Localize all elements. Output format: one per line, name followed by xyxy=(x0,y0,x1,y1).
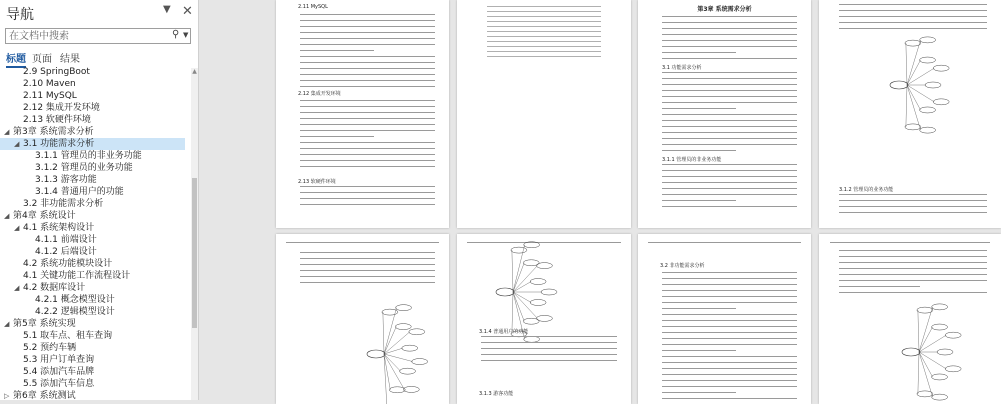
function-diagram xyxy=(457,234,631,404)
section-heading: 3.1.3 游客功能 xyxy=(479,391,514,397)
diagram-edge xyxy=(907,60,921,85)
text-line xyxy=(300,44,435,45)
diagram-node xyxy=(937,349,953,355)
page-thumbnail[interactable] xyxy=(457,0,631,228)
nav-heading-item[interactable] xyxy=(0,162,185,174)
diagram-edge xyxy=(919,327,933,352)
diagram-root-node xyxy=(367,350,385,358)
diagram-root-node xyxy=(496,288,514,296)
diagram-root-node xyxy=(902,348,920,356)
text-line xyxy=(662,46,797,47)
text-line xyxy=(300,264,435,265)
diagram-edge xyxy=(906,43,907,85)
diagram-node xyxy=(932,324,948,330)
text-line xyxy=(300,270,435,271)
text-line xyxy=(300,154,435,155)
diagram-node xyxy=(945,366,961,372)
text-line xyxy=(662,72,797,73)
diagram-node xyxy=(395,324,411,330)
nav-heading-label: 3.1.4 普通用户的功能 xyxy=(35,187,124,197)
text-line xyxy=(662,40,797,41)
chevron-down-icon[interactable]: ▼ xyxy=(163,4,171,15)
nav-tabs xyxy=(0,50,199,67)
text-line xyxy=(662,170,797,171)
nav-heading-item[interactable] xyxy=(0,114,185,126)
nav-heading-label: 第3章 系统需求分析 xyxy=(13,127,94,137)
diagram-edge xyxy=(513,245,525,292)
text-line xyxy=(662,338,797,339)
diagram-edge xyxy=(383,312,384,354)
text-line xyxy=(662,138,797,139)
text-line xyxy=(300,204,435,205)
page-thumbnail[interactable] xyxy=(638,0,811,228)
diagram-edge xyxy=(919,335,946,352)
diagram-node xyxy=(932,374,948,380)
nav-heading-item[interactable] xyxy=(0,234,185,246)
text-line xyxy=(662,182,797,183)
diagram-node xyxy=(409,329,425,335)
section-heading: 3.1.1 管理员的非业务功能 xyxy=(662,157,722,163)
section-heading: 2.13 软硬件环境 xyxy=(298,179,336,185)
text-line xyxy=(662,126,797,127)
nav-heading-item[interactable] xyxy=(0,354,185,366)
diagram-edge xyxy=(513,263,524,292)
diagram-edge xyxy=(918,310,919,352)
nav-heading-label: 2.10 Maven xyxy=(23,79,76,89)
text-line xyxy=(662,386,797,387)
section-heading: 2.12 集成开发环境 xyxy=(298,91,341,97)
expand-arrow-icon[interactable]: ▷ xyxy=(4,392,10,400)
text-line xyxy=(481,360,617,361)
nav-heading-label: 2.11 MySQL xyxy=(23,91,77,101)
diagram-node xyxy=(932,304,948,310)
diagram-node xyxy=(932,394,948,400)
diagram-edge xyxy=(919,352,933,397)
nav-title: 导航 xyxy=(6,7,34,23)
text-line xyxy=(662,206,797,207)
text-line xyxy=(300,74,435,75)
text-line xyxy=(662,332,797,333)
text-line xyxy=(839,212,987,213)
text-line xyxy=(662,176,797,177)
nav-heading-label: 4.1 关键功能工作流程设计 xyxy=(23,271,131,281)
text-line xyxy=(300,124,435,125)
nav-heading-item[interactable] xyxy=(0,186,185,198)
text-line xyxy=(662,278,797,279)
text-line xyxy=(662,362,797,363)
text-line xyxy=(300,50,374,51)
diagram-node xyxy=(933,99,949,105)
text-line xyxy=(300,186,435,187)
text-line xyxy=(662,188,797,189)
diagram-node xyxy=(920,37,936,43)
text-line xyxy=(300,56,435,57)
text-line xyxy=(662,350,736,351)
text-line xyxy=(662,308,736,309)
diagram-edge xyxy=(906,85,907,127)
table-row-line xyxy=(487,6,601,7)
table-row-line xyxy=(487,31,601,32)
diagram-edge xyxy=(919,352,946,369)
nav-heading-label: 4.1 系统架构设计 xyxy=(23,223,95,233)
nav-heading-item[interactable] xyxy=(0,270,185,282)
table-row-line xyxy=(487,26,601,27)
text-line xyxy=(662,28,797,29)
text-line xyxy=(662,102,797,103)
text-line xyxy=(662,320,797,321)
nav-heading-label: 2.9 SpringBoot xyxy=(23,67,90,77)
diagram-edge xyxy=(919,352,933,377)
diagram-node xyxy=(400,368,416,374)
text-line xyxy=(662,302,797,303)
nav-heading-label: 3.1.2 管理员的业务功能 xyxy=(35,163,133,173)
text-line xyxy=(481,348,617,349)
nav-heading-item[interactable] xyxy=(0,138,185,150)
table-row-line xyxy=(487,11,601,12)
nav-heading-label: 5.1 取车点、租车查询 xyxy=(23,331,113,341)
nav-heading-item[interactable] xyxy=(0,282,185,294)
nav-heading-item[interactable] xyxy=(0,258,185,270)
nav-heading-label: 4.2 系统功能模块设计 xyxy=(23,259,113,269)
nav-heading-label: 第6章 系统测试 xyxy=(13,391,76,400)
tab-0[interactable]: 标题 xyxy=(6,50,26,68)
text-line xyxy=(662,314,797,315)
text-line xyxy=(300,130,435,131)
text-line xyxy=(662,84,797,85)
diagram-edge xyxy=(384,354,413,362)
text-line xyxy=(662,120,797,121)
text-line xyxy=(839,10,987,11)
search-box[interactable] xyxy=(5,28,191,44)
nav-heading-item[interactable] xyxy=(0,378,185,390)
nav-heading-item[interactable] xyxy=(0,306,185,318)
nav-heading-item[interactable] xyxy=(0,318,185,330)
collapse-arrow-icon[interactable]: ◢ xyxy=(14,284,20,292)
nav-heading-label: 2.12 集成开发环境 xyxy=(23,103,100,113)
table-row-line xyxy=(487,46,601,47)
text-line xyxy=(662,164,797,165)
text-line xyxy=(662,344,797,345)
diagram-node xyxy=(925,82,941,88)
diagram-node xyxy=(523,318,539,324)
nav-heading-label: 3.1.1 管理员的非业务功能 xyxy=(35,151,142,161)
page-thumbnail[interactable] xyxy=(819,234,1001,404)
nav-heading-label: 4.1.2 后端设计 xyxy=(35,247,97,257)
text-line xyxy=(839,28,987,29)
text-line xyxy=(662,326,797,327)
diagram-node xyxy=(920,57,936,63)
text-line xyxy=(839,206,987,207)
text-line xyxy=(662,96,797,97)
text-line xyxy=(300,198,435,199)
page-thumbnail[interactable] xyxy=(276,234,449,404)
text-line xyxy=(662,144,797,145)
collapse-arrow-icon[interactable]: ◢ xyxy=(14,224,20,232)
text-line xyxy=(300,100,435,101)
tab-1[interactable]: 页面 xyxy=(32,54,52,65)
nav-heading-label: 5.5 添加汽车信息 xyxy=(23,379,95,389)
collapse-arrow-icon[interactable]: ◢ xyxy=(4,128,10,136)
nav-heading-label: 4.2 数据库设计 xyxy=(23,283,86,293)
text-line xyxy=(839,4,987,5)
text-line xyxy=(662,374,797,375)
nav-heading-label: 4.2.2 逻辑模型设计 xyxy=(35,307,115,317)
nav-heading-item[interactable] xyxy=(0,174,185,186)
nav-heading-item[interactable] xyxy=(0,342,185,354)
page-thumbnail[interactable] xyxy=(457,234,631,404)
text-line xyxy=(839,286,920,287)
diagram-edge xyxy=(907,85,921,110)
diagram-edge xyxy=(907,68,934,85)
nav-heading-item[interactable] xyxy=(0,102,185,114)
nav-heading-item[interactable] xyxy=(0,78,185,90)
text-line xyxy=(300,106,435,107)
text-line xyxy=(662,356,797,357)
section-heading: 3.2 非功能需求分析 xyxy=(660,263,705,269)
diagram-edge xyxy=(918,352,919,394)
text-line xyxy=(300,14,435,15)
chapter-title: 第3章 系统需求分析 xyxy=(697,6,752,13)
text-line xyxy=(300,282,435,283)
diagram-node xyxy=(389,387,405,393)
text-line xyxy=(662,290,797,291)
diagram-node xyxy=(402,345,418,351)
navigation-pane xyxy=(0,0,199,400)
text-line xyxy=(662,296,797,297)
text-line xyxy=(300,86,435,87)
nav-heading-label: 第4章 系统设计 xyxy=(13,211,76,221)
diagram-node xyxy=(530,279,546,285)
text-line xyxy=(839,16,987,17)
text-line xyxy=(662,114,797,115)
nav-heading-label: 5.3 用户订单查询 xyxy=(23,355,95,365)
nav-heading-item[interactable] xyxy=(0,330,185,342)
text-line xyxy=(839,280,987,281)
tab-2[interactable]: 结果 xyxy=(60,54,80,65)
nav-heading-item[interactable] xyxy=(0,222,185,234)
nav-heading-label: 3.1.3 游客功能 xyxy=(35,175,97,185)
text-line xyxy=(300,192,435,193)
diagram-edge xyxy=(907,85,921,130)
diagram-node xyxy=(541,289,557,295)
nav-heading-item[interactable] xyxy=(0,366,185,378)
diagram-edge xyxy=(907,40,921,85)
diagram-node xyxy=(905,40,921,46)
text-line xyxy=(300,142,435,143)
text-line xyxy=(300,136,374,137)
text-line xyxy=(662,52,736,53)
collapse-arrow-icon[interactable]: ◢ xyxy=(4,320,10,328)
nav-heading-item[interactable] xyxy=(0,294,185,306)
scrollbar[interactable] xyxy=(191,68,198,400)
table-row-line xyxy=(487,36,601,37)
function-diagram xyxy=(276,234,449,404)
nav-heading-label: 3.1 功能需求分析 xyxy=(23,139,95,149)
nav-heading-label: 2.13 软硬件环境 xyxy=(23,115,91,125)
table-row-line xyxy=(487,41,601,42)
table-row-line xyxy=(487,16,601,17)
text-line xyxy=(839,194,987,195)
section-heading: 2.11 MySQL xyxy=(298,4,328,10)
text-line xyxy=(662,132,797,133)
function-diagram xyxy=(819,234,1001,404)
diagram-edge xyxy=(513,292,524,321)
text-line xyxy=(300,166,435,167)
diagram-node xyxy=(412,359,428,365)
scroll-up-icon[interactable]: ▲ xyxy=(192,68,197,75)
text-line xyxy=(662,200,736,201)
section-heading: 3.1 功能需求分析 xyxy=(662,65,702,71)
text-line xyxy=(839,22,987,23)
diagram-node xyxy=(530,299,546,305)
text-line xyxy=(662,16,797,17)
nav-heading-item[interactable] xyxy=(0,210,185,222)
diagram-edge xyxy=(513,282,531,292)
diagram-node xyxy=(536,263,552,269)
nav-heading-label: 5.2 预约车辆 xyxy=(23,343,77,353)
nav-heading-item[interactable] xyxy=(0,246,185,258)
text-line xyxy=(300,112,435,113)
text-line xyxy=(300,62,435,63)
diagram-node xyxy=(917,391,933,397)
text-line xyxy=(662,398,797,399)
text-line xyxy=(300,118,435,119)
table-row-line xyxy=(487,51,601,52)
close-icon[interactable]: ✕ xyxy=(182,4,193,19)
text-line xyxy=(662,368,797,369)
text-line xyxy=(662,58,797,59)
text-line xyxy=(481,342,617,343)
text-line xyxy=(662,150,736,151)
page-thumbnail[interactable] xyxy=(638,234,811,404)
nav-heading-item[interactable] xyxy=(0,150,185,162)
text-line xyxy=(662,392,736,393)
text-line xyxy=(300,258,435,259)
text-line xyxy=(662,78,797,79)
nav-header xyxy=(6,4,194,24)
nav-heading-item[interactable] xyxy=(0,66,185,78)
diagram-node xyxy=(524,242,540,248)
text-line xyxy=(839,268,987,269)
text-line xyxy=(300,20,435,21)
search-icon[interactable]: ⚲ xyxy=(172,29,180,40)
text-line xyxy=(662,90,797,91)
text-line xyxy=(300,38,435,39)
diagram-edge xyxy=(513,292,531,302)
diagram-edge xyxy=(384,348,403,354)
diagram-node xyxy=(511,247,527,253)
text-line xyxy=(481,354,617,355)
collapse-arrow-icon[interactable]: ◢ xyxy=(4,212,10,220)
text-line xyxy=(839,256,987,257)
page-thumbnail[interactable] xyxy=(276,0,449,228)
diagram-edge xyxy=(512,250,513,292)
scrollbar-thumb[interactable] xyxy=(192,178,197,328)
nav-heading-label: 4.2.1 概念模型设计 xyxy=(35,295,115,305)
text-line xyxy=(300,160,435,161)
nav-heading-item[interactable] xyxy=(0,390,185,400)
text-line xyxy=(662,194,797,195)
page-thumbnail[interactable] xyxy=(819,0,1001,228)
section-heading: 3.1.4 普通用户的功能 xyxy=(479,329,529,335)
diagram-edge xyxy=(907,85,934,102)
text-line xyxy=(662,284,797,285)
diagram-node xyxy=(905,124,921,130)
nav-heading-item[interactable] xyxy=(0,90,185,102)
nav-heading-label: 第5章 系统实现 xyxy=(13,319,76,329)
table-row-line xyxy=(487,56,601,57)
text-line xyxy=(300,32,435,33)
text-line xyxy=(662,272,797,273)
diagram-edge xyxy=(919,307,933,352)
text-line xyxy=(300,26,435,27)
text-line xyxy=(300,276,435,277)
text-line xyxy=(839,292,987,293)
text-line xyxy=(839,250,987,251)
page-thumbnails xyxy=(200,0,1001,400)
text-line xyxy=(839,262,987,263)
text-line xyxy=(662,34,797,35)
text-line xyxy=(662,380,797,381)
diagram-node xyxy=(933,65,949,71)
table-row-line xyxy=(487,21,601,22)
text-line xyxy=(662,108,736,109)
text-line xyxy=(839,274,987,275)
text-line xyxy=(662,22,797,23)
text-line xyxy=(300,68,435,69)
section-heading: 3.1.2 管理员的业务功能 xyxy=(839,187,894,193)
search-options-chevron-icon[interactable]: ▼ xyxy=(183,31,189,39)
text-line xyxy=(481,336,617,337)
nav-heading-label: 3.2 非功能需求分析 xyxy=(23,199,104,209)
diagram-node xyxy=(920,107,936,113)
search-input[interactable] xyxy=(9,29,169,43)
text-line xyxy=(300,148,435,149)
diagram-node xyxy=(403,386,419,392)
diagram-node xyxy=(917,307,933,313)
text-line xyxy=(300,80,435,81)
nav-heading-item[interactable] xyxy=(0,126,185,138)
diagram-node xyxy=(920,127,936,133)
diagram-node xyxy=(945,332,961,338)
diagram-root-node xyxy=(890,81,908,89)
text-line xyxy=(839,200,987,201)
nav-heading-item[interactable] xyxy=(0,198,185,210)
text-line xyxy=(300,252,435,253)
diagram-node xyxy=(396,305,412,311)
nav-heading-label: 5.4 添加汽车品牌 xyxy=(23,367,95,377)
collapse-arrow-icon[interactable]: ◢ xyxy=(14,140,20,148)
nav-heading-label: 4.1.1 前端设计 xyxy=(35,235,97,245)
